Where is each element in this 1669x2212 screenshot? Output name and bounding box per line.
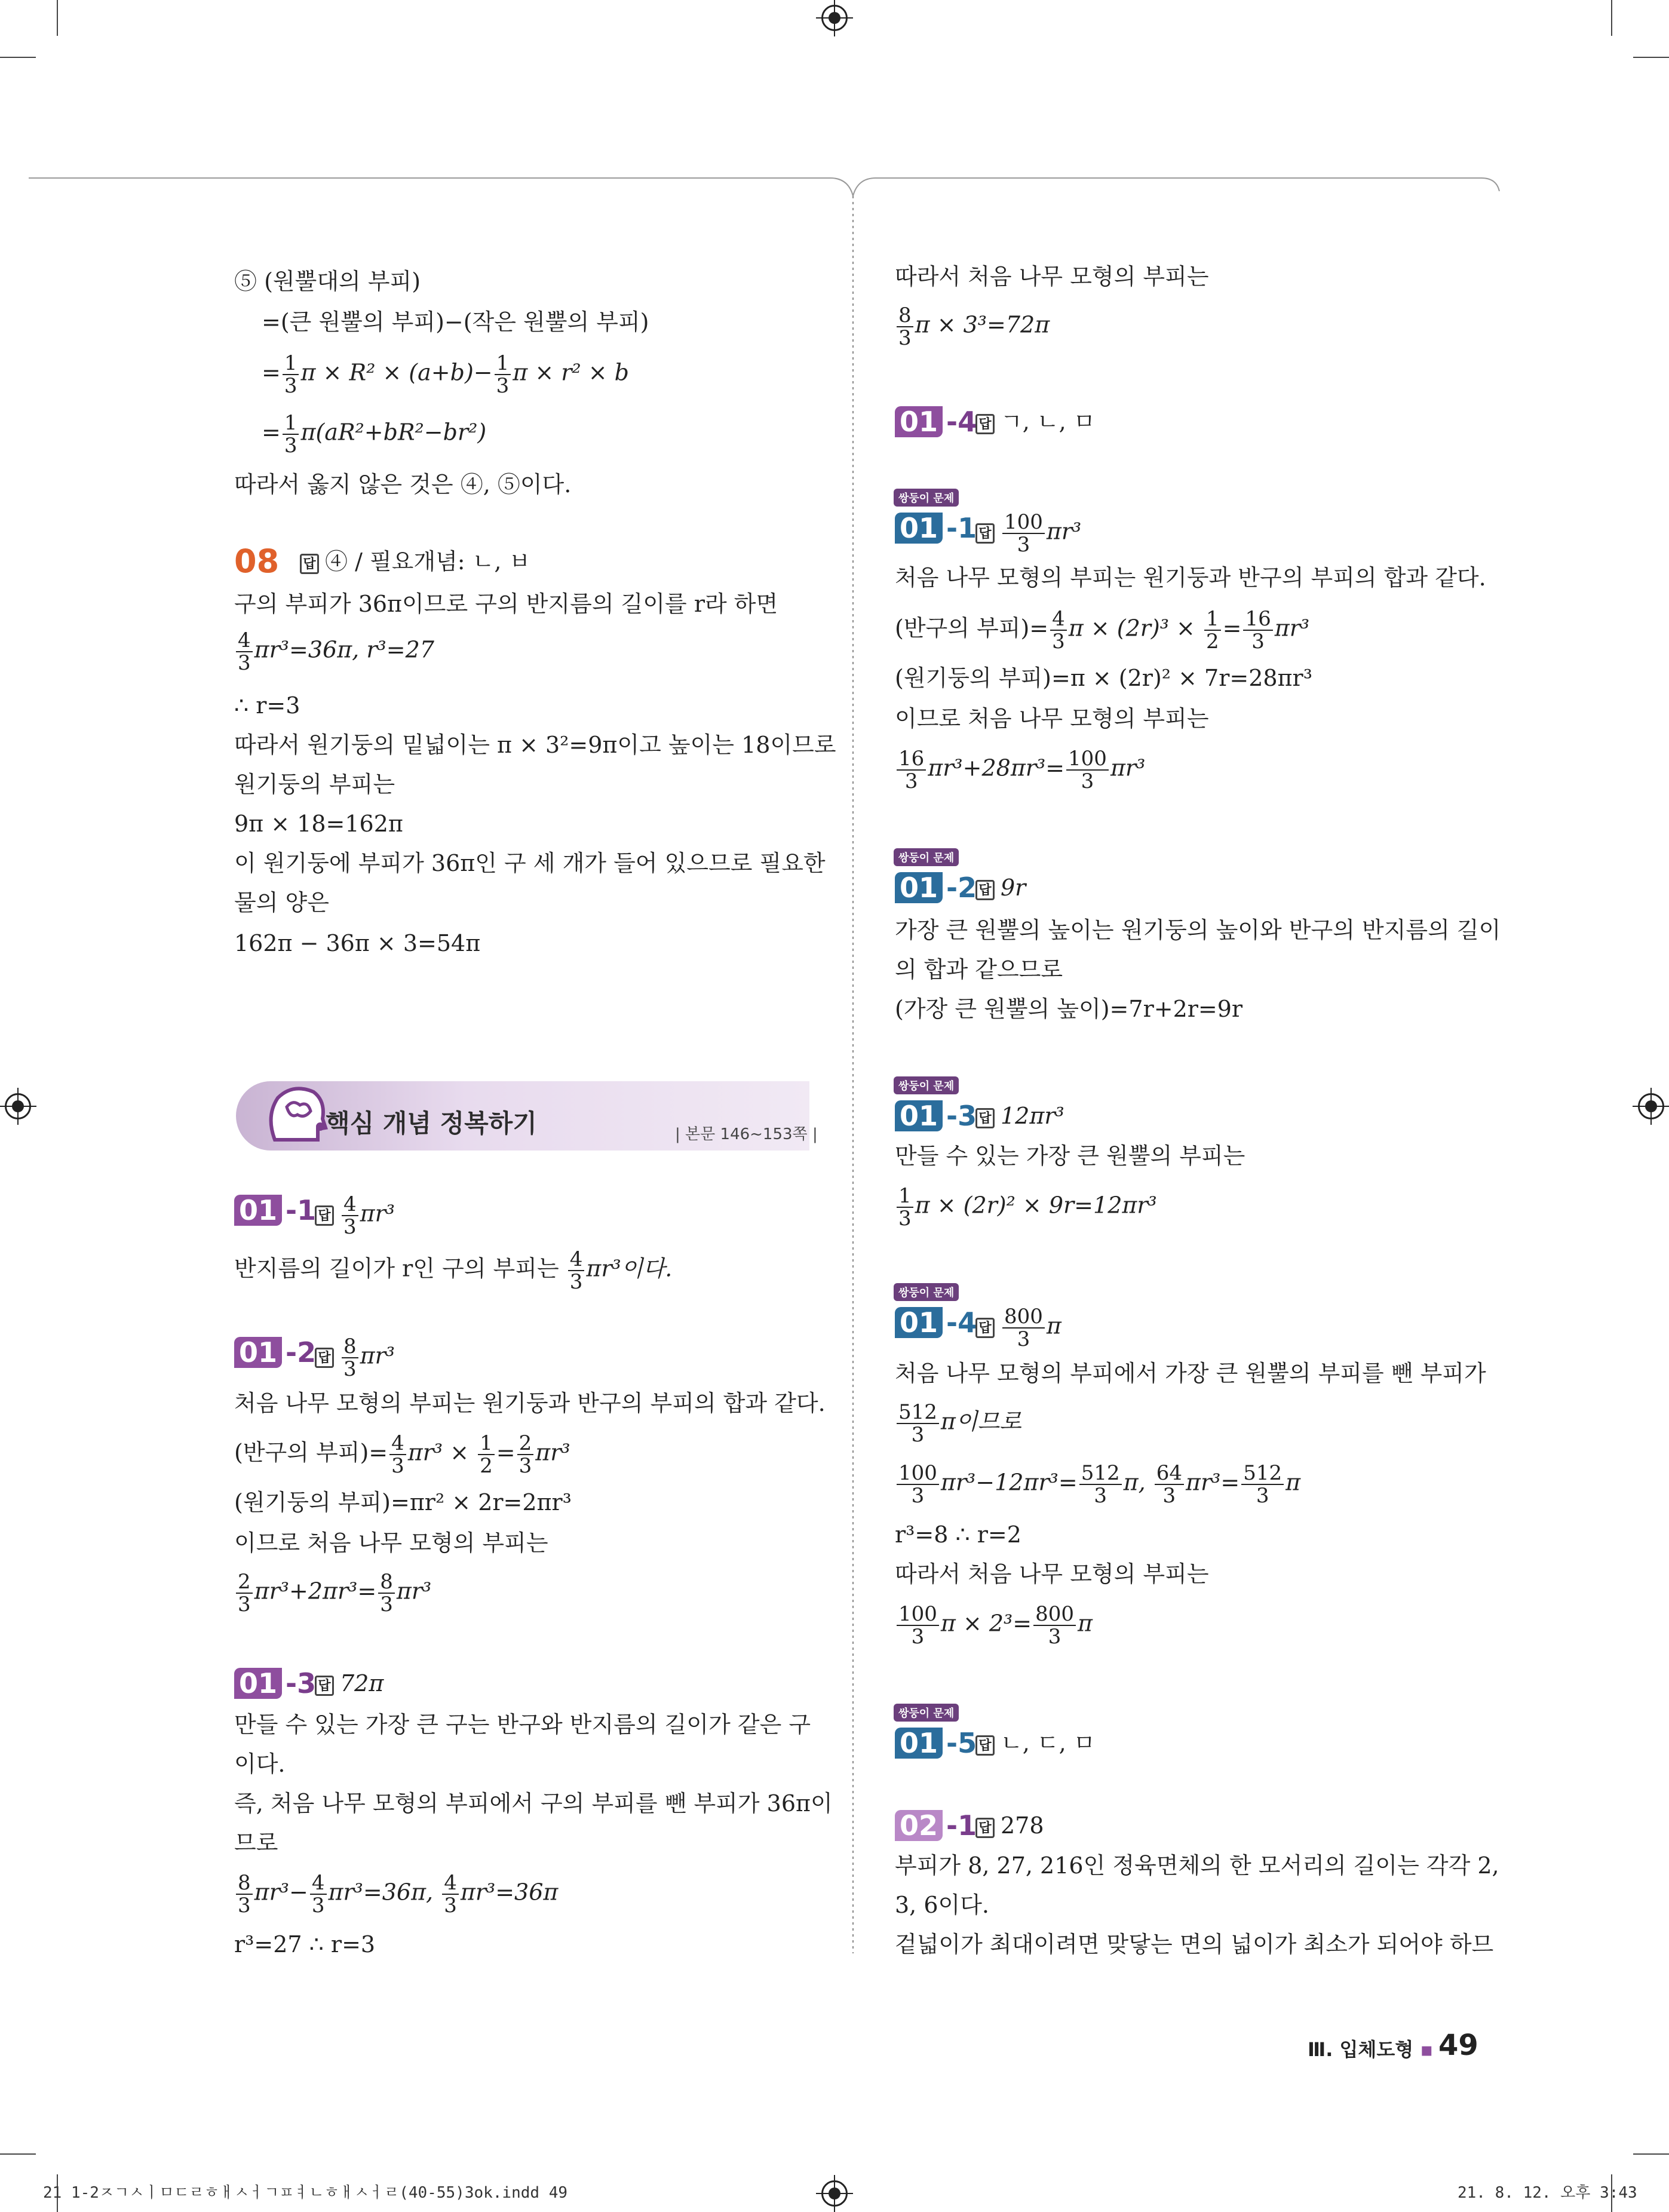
page-number: 49 bbox=[1438, 2029, 1478, 2062]
text-line: ∴ r=3 bbox=[234, 692, 300, 719]
footer-section-title: Ⅲ. 입체도형 ▪ bbox=[1307, 2038, 1433, 2061]
crop-mark bbox=[0, 2153, 36, 2155]
answer-text: πr³ bbox=[360, 1200, 395, 1227]
crop-mark bbox=[0, 57, 36, 58]
text-line: 이므로 처음 나무 모형의 부피는 bbox=[895, 705, 1209, 732]
question-sub-number: -3 bbox=[286, 1667, 317, 1699]
question-header-twin-01-4: 01 -4 답 $\frac{800}{3}$ π bbox=[895, 1306, 1373, 1342]
text-line: 이므로 처음 나무 모형의 부피는 bbox=[234, 1530, 548, 1556]
text-line: 구의 부피가 36π이므로 구의 반지름의 길이를 r라 하면 bbox=[234, 591, 778, 617]
question-number-badge: 01 bbox=[895, 406, 943, 437]
question-number-badge: 01 bbox=[234, 1337, 282, 1368]
crop-mark bbox=[57, 0, 58, 36]
question-sub-number: -1 bbox=[946, 1809, 977, 1842]
print-slug-left: 21 1-2ㅈㄱㅅㅣㅁㄷㄹㅎㅐㅅㅓㄱㅍㅕㄴㅎㅐㅅㅓㄹ(40-55)3ok.indd 49 bbox=[43, 2184, 568, 2202]
question-sub-number: -1 bbox=[946, 512, 977, 544]
print-slug-right: 21. 8. 12. 오후 3:43 bbox=[1458, 2184, 1637, 2202]
text-line: 반지름의 길이가 r인 구의 부피는 $\frac{4}{3}$ πr³이다. bbox=[234, 1247, 673, 1294]
answer-icon: 답 bbox=[315, 1348, 334, 1368]
text-line: 원기둥의 부피는 bbox=[234, 771, 395, 797]
answer-icon: 답 bbox=[300, 554, 319, 574]
answer-icon: 답 bbox=[975, 1318, 995, 1338]
question-header-08 bbox=[234, 542, 652, 581]
formula-line: $\frac{100}{3}$ πr³−12πr³= $\frac{512}{3}$ π, $\frac{64}{3}$ πr³= $\frac{512}{3}$ π bbox=[895, 1462, 1300, 1507]
text-line: 이 원기둥에 부피가 36π인 구 세 개가 들어 있으므로 필요한 bbox=[234, 850, 826, 876]
text-line: (원기둥의 부피)=πr² × 2r=2πr³ bbox=[234, 1489, 572, 1515]
answer-icon: 답 bbox=[975, 1735, 995, 1756]
text-line: 겉넓이가 최대이려면 맞닿는 면의 넓이가 최소가 되어야 하므 bbox=[895, 1931, 1494, 1958]
formula-line: $\frac{100}{3}$ π × 2³= $\frac{800}{3}$ π bbox=[895, 1603, 1093, 1648]
formula-line: = $\frac{1}{3}$ π(aR²+bR²−br²) bbox=[262, 411, 487, 458]
answer-icon: 답 bbox=[975, 880, 995, 900]
question-sub-number: -4 bbox=[946, 1306, 977, 1339]
answer-icon: 답 bbox=[315, 1205, 334, 1226]
formula-line: $\frac{8}{3}$ πr³− $\frac{4}{3}$ πr³=36π, $\frac{4}{3}$ πr³=36π bbox=[234, 1872, 558, 1916]
text-line: 따라서 처음 나무 모형의 부피는 bbox=[895, 263, 1209, 290]
formula-line: $\frac{2}{3}$ πr³+2πr³= $\frac{8}{3}$ πr³ bbox=[234, 1571, 431, 1615]
text-line: (가장 큰 원뿔의 높이)=7r+2r=9r bbox=[895, 996, 1243, 1022]
text-line: 3, 6이다. bbox=[895, 1892, 990, 1918]
question-sub-number: -2 bbox=[286, 1336, 317, 1369]
section-page-range: | 본문 146~153쪽 | bbox=[675, 1125, 818, 1143]
answer-icon: 답 bbox=[975, 414, 995, 434]
formula-line: $\frac{4}{3}$ πr³=36π, r³=27 bbox=[234, 630, 434, 674]
question-number-badge: 01 bbox=[895, 513, 943, 544]
twin-problem-tag: 쌍둥이 문제 bbox=[894, 1283, 959, 1301]
formula-line: $\frac{1}{3}$ π × (2r)² × 9r=12πr³ bbox=[895, 1185, 1157, 1229]
question-sub-number: -5 bbox=[946, 1727, 977, 1759]
text-line: 즉, 처음 나무 모형의 부피에서 구의 부피를 뺀 부피가 36π이 bbox=[234, 1790, 833, 1817]
text-line: ⑤ (원뿔대의 부피) bbox=[234, 268, 421, 294]
text-line: 가장 큰 원뿔의 높이는 원기둥의 높이와 반구의 반지름의 길이 bbox=[895, 917, 1501, 943]
fraction: $\frac{1}{3}$ bbox=[495, 352, 511, 397]
text-line: 9π × 18=162π bbox=[234, 811, 403, 837]
question-sub-number: -2 bbox=[946, 872, 977, 904]
question-header-twin-01-5 bbox=[895, 1726, 1373, 1762]
answer-icon: 답 bbox=[315, 1676, 334, 1696]
text-line: (원기둥의 부피)=π × (2r)² × 7r=28πr³ bbox=[895, 665, 1312, 691]
answer-text: πr³ bbox=[1046, 518, 1082, 545]
formula-line: $\frac{16}{3}$ πr³+28πr³= $\frac{100}{3}$ πr³ bbox=[895, 748, 1145, 792]
registration-mark-icon bbox=[821, 2180, 848, 2207]
crop-mark bbox=[1633, 57, 1669, 58]
text-line: 따라서 원기둥의 밑넓이는 π × 3²=9π이고 높이는 18이므로 bbox=[234, 732, 836, 758]
text-line: 물의 양은 bbox=[234, 889, 329, 916]
question-number-badge: 02 bbox=[895, 1810, 943, 1841]
question-header-twin-01-3 bbox=[895, 1099, 1373, 1135]
question-sub-number: -4 bbox=[946, 406, 977, 438]
answer-text: 72π bbox=[340, 1670, 384, 1696]
answer-text: ㄴ, ㄷ, ㅁ bbox=[1001, 1730, 1096, 1756]
text-line: 므로 bbox=[234, 1830, 278, 1856]
question-number-badge: 01 bbox=[895, 1728, 943, 1759]
question-number-badge: 01 bbox=[895, 1100, 943, 1131]
question-header-twin-01-1: 01 -1 답 $\frac{100}{3}$ πr³ bbox=[895, 511, 1373, 547]
text-line: 따라서 처음 나무 모형의 부피는 bbox=[895, 1561, 1209, 1587]
fraction: $\frac{1}{3}$ bbox=[283, 412, 299, 456]
question-number-badge: 01 bbox=[895, 872, 943, 903]
formula-line: $\frac{8}{3}$ π × 3³=72π bbox=[895, 305, 1050, 349]
text-line: 따라서 옳지 않은 것은 ④, ⑤이다. bbox=[234, 471, 572, 498]
question-header-01-2: 01 -2 답 $\frac{8}{3}$ πr³ bbox=[234, 1336, 652, 1372]
question-header-01-4 bbox=[895, 405, 1373, 441]
twin-problem-tag: 쌍둥이 문제 bbox=[894, 1076, 959, 1094]
answer-text: ㄱ, ㄴ, ㅁ bbox=[1001, 409, 1096, 435]
question-sub-number: -1 bbox=[286, 1194, 317, 1226]
question-sub-number: -3 bbox=[946, 1100, 977, 1132]
answer-text: ④ / 필요개념: ㄴ, ㅂ bbox=[325, 548, 531, 575]
brain-head-icon bbox=[263, 1080, 329, 1152]
question-header-01-1: 01 -1 답 $\frac{4}{3}$ πr³ bbox=[234, 1194, 652, 1229]
answer-text: 9r bbox=[1001, 875, 1026, 901]
question-header-01-3 bbox=[234, 1667, 652, 1702]
crop-mark bbox=[1633, 2153, 1669, 2155]
crop-mark bbox=[1611, 0, 1612, 36]
text-line: 만들 수 있는 가장 큰 구는 반구와 반지름의 길이가 같은 구 bbox=[234, 1711, 811, 1738]
text-line: =(큰 원뿔의 부피)−(작은 원뿔의 부피) bbox=[262, 309, 649, 335]
answer-text: 278 bbox=[1001, 1812, 1044, 1839]
twin-problem-tag: 쌍둥이 문제 bbox=[894, 848, 959, 866]
text-line: r³=8 ∴ r=2 bbox=[895, 1521, 1021, 1548]
text-line: 처음 나무 모형의 부피는 원기둥과 반구의 부피의 합과 같다. bbox=[234, 1390, 826, 1416]
question-number-badge: 01 bbox=[234, 1668, 282, 1699]
answer-text: 12πr³ bbox=[1001, 1103, 1064, 1129]
formula-line: (반구의 부피)= $\frac{4}{3}$ π × (2r)³ × $\frac{1}{2}$ = $\frac{16}{3}$ πr³ bbox=[895, 607, 1310, 654]
answer-icon: 답 bbox=[975, 1108, 995, 1128]
answer-icon: 답 bbox=[975, 1818, 995, 1838]
text-line: 162π − 36π × 3=54π bbox=[234, 930, 481, 956]
question-number-badge: 01 bbox=[234, 1195, 282, 1226]
section-title: 핵심 개념 정복하기 bbox=[326, 1109, 537, 1138]
text-line: 부피가 8, 27, 216인 정육면체의 한 모서리의 길이는 각각 2, bbox=[895, 1852, 1499, 1879]
fraction: $\frac{4}{3}$ bbox=[236, 630, 253, 674]
question-number-badge: 01 bbox=[895, 1307, 943, 1338]
text-line: 처음 나무 모형의 부피에서 가장 큰 원뿔의 부피를 뺀 부피가 bbox=[895, 1360, 1486, 1386]
answer-text: πr³ bbox=[360, 1342, 395, 1369]
answer-icon: 답 bbox=[975, 523, 995, 544]
question-header-02-1 bbox=[895, 1809, 1373, 1845]
text-line: 처음 나무 모형의 부피는 원기둥과 반구의 부피의 합과 같다. bbox=[895, 564, 1486, 591]
text-line: r³=27 ∴ r=3 bbox=[234, 1931, 376, 1958]
text-line: 이다. bbox=[234, 1751, 286, 1777]
question-header-twin-01-2 bbox=[895, 871, 1373, 907]
registration-mark-icon bbox=[821, 5, 848, 31]
question-number: 08 bbox=[234, 542, 280, 580]
twin-problem-tag: 쌍둥이 문제 bbox=[894, 1704, 959, 1722]
text-line: 만들 수 있는 가장 큰 원뿔의 부피는 bbox=[895, 1143, 1245, 1169]
fraction: $\frac{1}{3}$ bbox=[283, 352, 299, 397]
formula-line: (반구의 부피)= $\frac{4}{3}$ πr³ × $\frac{1}{2}$ = $\frac{2}{3}$ πr³ bbox=[234, 1431, 570, 1478]
answer-text: π bbox=[1046, 1312, 1061, 1339]
text-line: 의 합과 같으므로 bbox=[895, 956, 1063, 983]
twin-problem-tag: 쌍둥이 문제 bbox=[894, 489, 959, 507]
formula-line: $\frac{512}{3}$ π이므로 bbox=[895, 1401, 1021, 1446]
formula-line: = $\frac{1}{3}$ π × R² × (a+b)− $\frac{1}{3}$ π × r² × b bbox=[262, 351, 629, 398]
